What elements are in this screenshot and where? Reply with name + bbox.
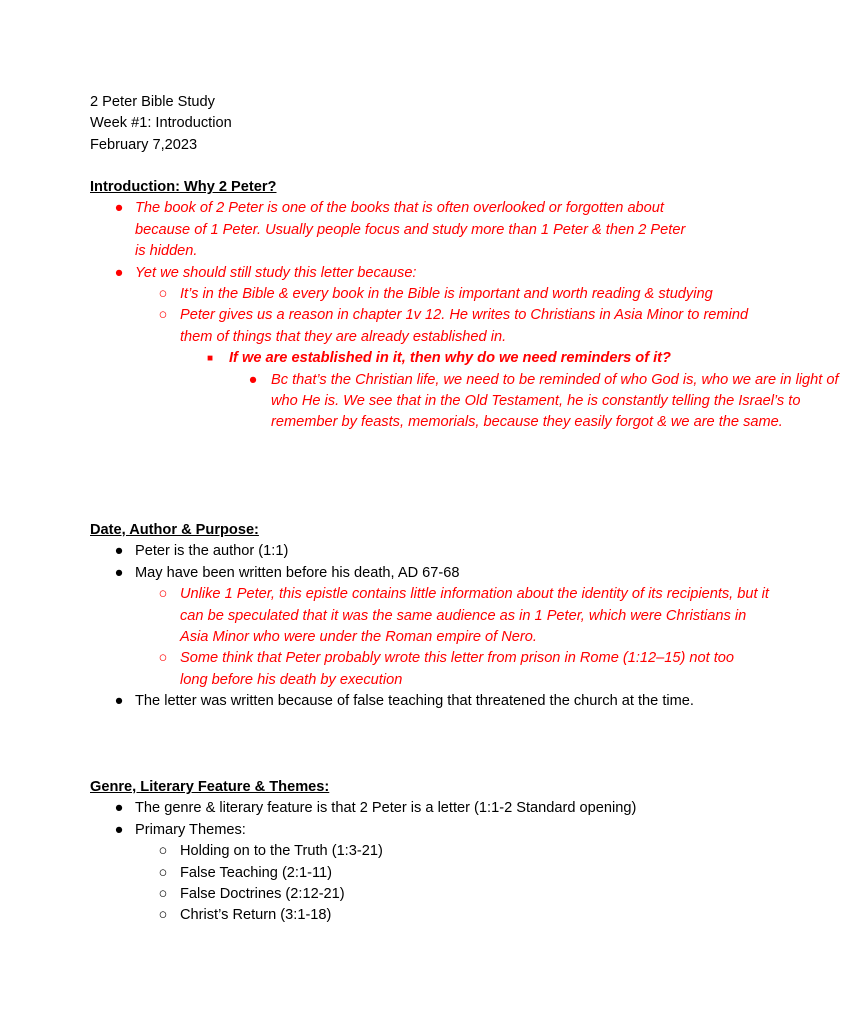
list-item: ○ False Doctrines (2:12-21) [90,884,690,905]
bullet-icon: ● [114,264,124,281]
list-item: ○ Some think that Peter probably wrote this letter from prison in Rome (1:12–15) not too long before his death by execution [90,648,740,691]
bullet-icon: ● [114,693,124,710]
section-date-author-purpose [90,520,769,713]
hollow-bullet-icon: ○ [158,307,168,324]
document-header [90,92,232,156]
hollow-bullet-icon: ○ [158,864,168,881]
list-item: ○ Unlike 1 Peter, this epistle contains little information about the identity of its recipients, but it can be speculated that it was the same audience as in 1 Peter, which were Christians in Asia Minor who were under the Roman empire of Nero. [90,584,772,648]
list-item: ● Yet we should still study this letter because: [90,263,690,284]
list-item: ○ Holding on to the Truth (1:3-21) [90,841,690,862]
list-item: ○ False Teaching (2:1-11) [90,863,690,884]
hollow-bullet-icon: ○ [158,843,168,860]
list-item: ○ It’s in the Bible & every book in the Bible is important and worth reading & studying [90,284,755,305]
list-item: ○ Peter gives us a reason in chapter 1v 12. He writes to Christians in Asia Minor to remind them of things that they are already established in. [90,305,755,348]
list-item: ● Bc that’s the Christian life, we need to be reminded of who God is, who we are in light of who He is. We see that in the Old Testament, he is constantly telling the Israel’s to remember by feasts, memorials, because they easily forgot & we are the same. [90,370,861,434]
study-title: 2 Peter Bible Study [90,94,215,110]
list-item: ● May have been written before his death, AD 67-68 [90,563,690,584]
bullet-icon: ● [248,371,258,388]
list-item: ● The letter was written because of false teaching that threatened the church at the time. [90,691,735,712]
list-item: ● The book of 2 Peter is one of the books that is often overlooked or forgotten about because of 1 Peter. Usually people focus and study more than 1 Peter & then 2 Peter is hidden. [90,198,695,262]
list-item: ● Peter is the author (1:1) [90,541,690,562]
bullet-icon: ● [114,543,124,560]
hollow-bullet-icon: ○ [158,586,168,603]
section-heading: Date, Author & Purpose: [90,522,259,538]
hollow-bullet-icon: ○ [158,650,168,667]
bullet-icon: ● [114,200,124,217]
week-title: Week #1: Introduction [90,115,232,132]
bullet-icon: ● [114,800,124,817]
list-item: ■ If we are established in it, then why do we need reminders of it? [90,348,690,369]
bullet-icon: ● [114,564,124,581]
section-introduction [90,177,839,434]
bullet-icon: ● [114,821,124,838]
list-item: ● The genre & literary feature is that 2 Peter is a letter (1:1-2 Standard opening) [90,798,755,819]
section-heading: Introduction: Why 2 Peter? [90,179,277,195]
hollow-bullet-icon: ○ [158,886,168,903]
section-genre-themes [90,777,690,927]
square-bullet-icon: ■ [206,353,214,365]
study-date: February 7,2023 [90,136,198,153]
section-heading: Genre, Literary Feature & Themes: [90,779,330,795]
hollow-bullet-icon: ○ [158,907,168,924]
list-item: ○ Christ’s Return (3:1-18) [90,905,690,926]
list-item: ● Primary Themes: [90,820,690,841]
hollow-bullet-icon: ○ [158,286,168,303]
